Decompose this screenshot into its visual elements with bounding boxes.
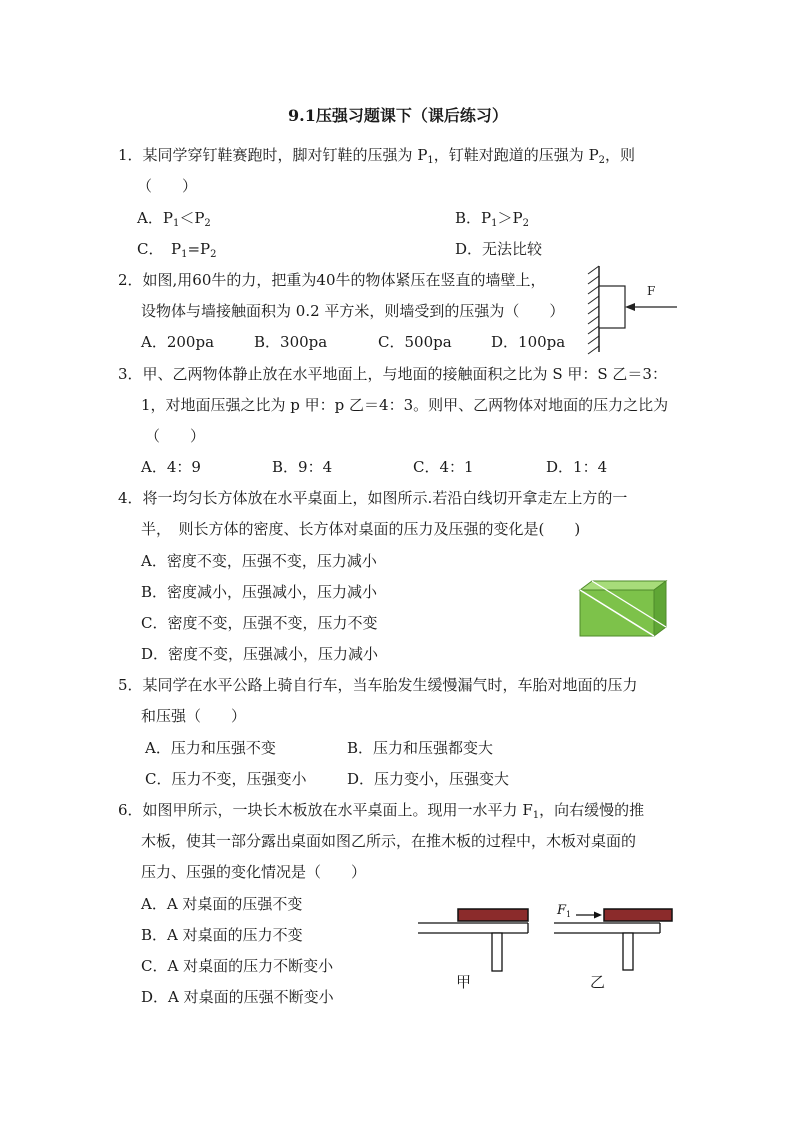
q1-option-c: C． $P_1=P_2$ — [137, 240, 217, 260]
board-a-jia — [458, 909, 528, 921]
force-arrowhead — [625, 303, 635, 311]
q4-option-a: A．密度不变，压强不变，压力减小 — [141, 552, 377, 570]
table-leg-jia — [492, 933, 502, 971]
cuboid-side-face — [654, 581, 666, 636]
q2-option-a: A．200pa — [141, 333, 215, 351]
board-a-yi — [604, 909, 672, 921]
q1-stem-line1: 1．某同学穿钉鞋赛跑时，脚对钉鞋的压强为 $P_1$，钉鞋对跑道的压强为 $P_2$，则 — [118, 146, 636, 166]
q6-option-c: C．A 对桌面的压力不断变小 — [141, 957, 334, 975]
q3-stem-line3: （ ） — [145, 427, 206, 445]
q2-option-d: D．100pa — [491, 333, 566, 351]
q3-option-c: C．4：1 — [413, 458, 474, 476]
force-f1-subscript: 1 — [566, 910, 572, 919]
q5-stem-line1: 5．某同学在水平公路上骑自行车，当车胎发生缓慢漏气时，车胎对地面的压力 — [118, 676, 638, 694]
q4-option-b: B．密度减小，压强减小，压力减小 — [141, 583, 378, 601]
q1-stem-line2: （ ） — [137, 177, 198, 195]
q6-stem-line3: 压力、压强的变化情况是（ ） — [141, 863, 367, 881]
wall-hatching — [588, 266, 599, 354]
q3-option-d: D．1：4 — [546, 458, 608, 476]
pressed-block — [599, 286, 625, 328]
q6-figure-jia — [418, 905, 534, 973]
force-f1-label: F — [557, 903, 567, 918]
q3-stem-line1: 3．甲、乙两物体静止放在水平地面上，与地面的接触面积之比为 S 甲：S 乙＝3： — [118, 365, 667, 383]
q1-option-a: A．$P_1<P_2$ — [137, 209, 211, 229]
q3-option-a: A．4：9 — [141, 458, 201, 476]
q3-stem-line2: 1，对地面压强之比为 p 甲：p 乙＝4：3。则甲、乙两物体对地面的压力之比为 — [141, 396, 669, 414]
force-f1-arrowhead — [594, 912, 602, 919]
q4-stem-line2: 半， 则长方体的密度、长方体对桌面的压力及压强的变化是( ) — [141, 520, 581, 538]
q3-option-b: B．9：4 — [272, 458, 333, 476]
q6-label-jia: 甲 — [456, 973, 472, 991]
page-title: 9.1压强习题课下（课后练习） — [288, 106, 508, 125]
q6-stem-line1: 6．如图甲所示，一块长木板放在水平桌面上。现用一水平力 $F_1$，向右缓慢的推 — [118, 801, 645, 821]
cuboid-top-face — [580, 581, 666, 590]
q2-stem-line2: 设物体与墙接触面积为 0.2 平方米，则墙受到的压强为（ ） — [141, 302, 565, 320]
q6-stem-line2: 木板，使其一部分露出桌面如图乙所示，在推木板的过程中，木板对桌面的 — [141, 832, 637, 850]
q5-option-b: B．压力和压强都变大 — [347, 739, 494, 757]
q2-wall-figure — [585, 262, 685, 356]
q6-option-a: A．A 对桌面的压强不变 — [141, 895, 303, 913]
q6-figure-yi — [552, 898, 678, 974]
q4-cuboid-figure — [576, 578, 672, 640]
q4-stem-line1: 4．将一均匀长方体放在水平桌面上，如图所示.若沿白线切开拿走左上方的一 — [118, 489, 628, 507]
table-leg-yi — [623, 933, 633, 970]
q1-option-b: B．$P_1>P_2$ — [455, 209, 529, 229]
q2-option-b: B．300pa — [254, 333, 328, 351]
q4-option-c: C．密度不变，压强不变，压力不变 — [141, 614, 378, 632]
q2-option-c: C．500pa — [378, 333, 452, 351]
q6-option-b: B．A 对桌面的压力不变 — [141, 926, 303, 944]
force-label: F — [647, 284, 656, 298]
q5-option-a: A．压力和压强不变 — [145, 739, 276, 757]
q6-label-yi: 乙 — [590, 973, 606, 991]
q5-option-d: D．压力变小，压强变大 — [347, 770, 510, 788]
q4-option-d: D．密度不变，压强减小，压力减小 — [141, 645, 379, 663]
q5-option-c: C．压力不变，压强变小 — [145, 770, 307, 788]
q2-stem-line1: 2．如图,用60牛的力，把重为40牛的物体紧压在竖直的墙壁上， — [118, 271, 546, 289]
q6-option-d: D．A 对桌面的压强不断变小 — [141, 988, 334, 1006]
q1-option-d: D．无法比较 — [455, 240, 543, 258]
q5-stem-line2: 和压强（ ） — [141, 707, 247, 725]
